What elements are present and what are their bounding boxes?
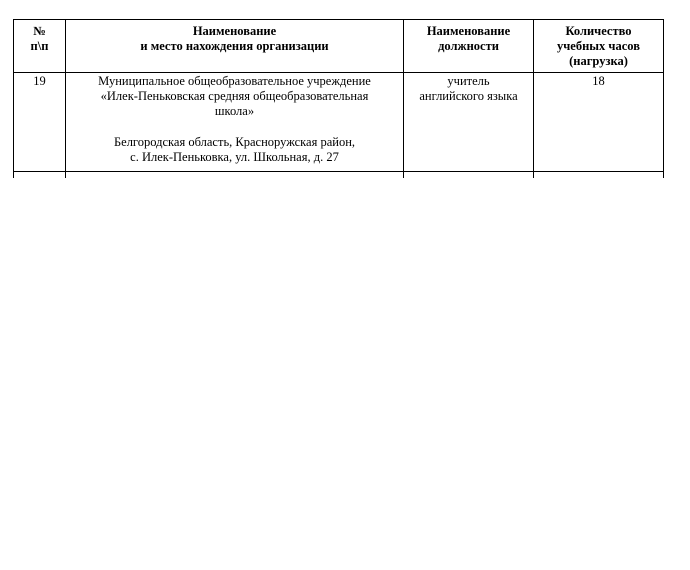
header-hours-line-1: Количество (565, 24, 632, 38)
header-organization-line-2: и место нахождения организации (140, 39, 329, 53)
org-name-line-3: школа» (214, 104, 255, 118)
org-name-line-1: Муниципальное общеобразовательное учреждение (98, 74, 371, 88)
header-position (404, 20, 534, 73)
table-body (14, 73, 664, 179)
cell-organization (66, 73, 404, 172)
header-number-line-2: п\п (30, 39, 49, 53)
header-hours (534, 20, 664, 73)
cell-position (404, 73, 534, 172)
paragraph-gap (70, 119, 399, 135)
header-number-line-1: № (33, 24, 46, 38)
org-address-line-1: Белгородская область, Красноружская район, (113, 135, 356, 149)
org-name-line-2: «Илек-Пеньковская средняя общеобразовательная (100, 89, 369, 103)
header-organization-line-1: Наименование (192, 24, 277, 38)
header-number (14, 20, 66, 73)
stub-cell (14, 172, 66, 179)
header-organization (66, 20, 404, 73)
header-position-line-2: должности (438, 39, 499, 53)
table-row-continuation (14, 172, 664, 179)
table-row (14, 73, 664, 172)
stub-cell (66, 172, 404, 179)
org-address-line-2: с. Илек-Пеньковка, ул. Школьная, д. 27 (130, 150, 339, 164)
stub-cell (534, 172, 664, 179)
position-line-2: английского языка (419, 89, 518, 103)
table-header (14, 20, 664, 73)
header-hours-line-2: учебных часов (557, 39, 640, 53)
header-row (14, 20, 664, 73)
position-line-1: учитель (447, 74, 490, 88)
header-hours-line-3: (нагрузка) (569, 54, 628, 68)
header-position-line-1: Наименование (426, 24, 511, 38)
stub-cell (404, 172, 534, 179)
cell-number: 19 (14, 73, 66, 172)
positions-table (13, 19, 664, 178)
cell-hours: 18 (534, 73, 664, 172)
